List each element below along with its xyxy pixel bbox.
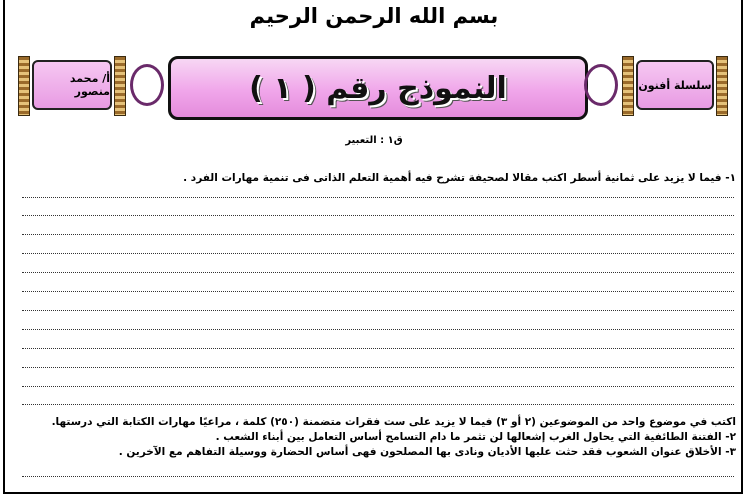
- series-plaque: [636, 60, 714, 110]
- answer-line: [22, 476, 734, 478]
- answer-line: [22, 367, 734, 369]
- answer-line: [22, 253, 734, 255]
- question-1: ١- فيما لا يزيد على ثمانية أسطر اكتب مقالا لصحيفة تشرح فيه أهمية التعلم الذاتى فى تنمية مهارات الفرد .: [183, 172, 736, 184]
- author-plaque: [32, 60, 112, 110]
- left-scroll-curl-icon: [130, 64, 164, 106]
- right-inner-pillar-icon: [622, 56, 634, 116]
- question-2-topic-2: ٢- الفتنة الطائفية التي يحاول الغرب إشعالها لن تثمر ما دام التسامح أساس التعامل بين أبناء الشعب .: [215, 431, 736, 443]
- answer-line: [22, 215, 734, 217]
- answer-line: [22, 272, 734, 274]
- section-label: ق١ : التعبير: [345, 135, 403, 146]
- author-label: أ/ محمد منصور: [69, 72, 110, 98]
- title-ribbon: [168, 56, 588, 120]
- answer-line: [22, 310, 734, 312]
- basmala-heading: بسم الله الرحمن الرحيم: [249, 4, 499, 28]
- left-inner-pillar-icon: [114, 56, 126, 116]
- question-2-topic-3: ٣- الأخلاق عنوان الشعوب فقد حثت عليها الأديان ونادى بها المصلحون فهى أساس الحضارة ووسيلة التفاهم مع الآخرين .: [118, 446, 736, 458]
- model-title: النموذج رقم ( ١ ): [249, 70, 507, 106]
- answer-line: [22, 234, 734, 236]
- question-2-intro: اكتب في موضوع واحد من الموضوعين (٢ أو ٣) فيما لا يزيد على ست فقرات متضمنة (٢٥٠) كلمة ، مراعيًا مهارات الكتابة التي درستها.: [51, 416, 736, 428]
- right-outer-pillar-icon: [716, 56, 728, 116]
- answer-line: [22, 386, 734, 388]
- right-scroll-curl-icon: [584, 64, 618, 106]
- answer-line: [22, 404, 734, 406]
- title-banner: [0, 52, 748, 142]
- answer-line: [22, 348, 734, 350]
- answer-line: [22, 291, 734, 293]
- left-outer-pillar-icon: [18, 56, 30, 116]
- series-label: سلسلة أفنون: [638, 78, 712, 92]
- answer-line: [22, 329, 734, 331]
- answer-line: [22, 197, 734, 199]
